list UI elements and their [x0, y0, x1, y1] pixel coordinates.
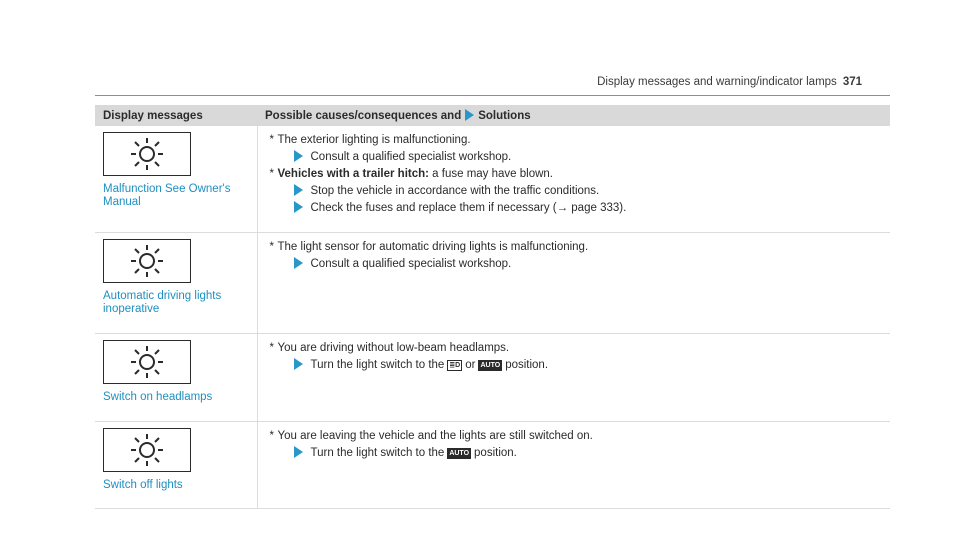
light-bulb-icon — [127, 243, 167, 279]
running-header-title: Display messages and warning/indicator lamps — [597, 76, 837, 88]
message-cell — [95, 126, 257, 233]
cause-line: * Vehicles with a trailer hitch: a fuse may have blown. — [269, 168, 553, 180]
page-number: 371 — [842, 76, 862, 88]
running-header — [597, 76, 862, 88]
causes-cell — [257, 233, 890, 334]
col-header-solutions: Solutions — [478, 110, 531, 122]
solution-step — [266, 200, 883, 217]
light-bulb-icon — [127, 344, 167, 380]
table-header-row — [95, 105, 890, 126]
exterior-lighting-warning-lamp — [103, 340, 191, 384]
solution-arrow-icon — [465, 109, 474, 121]
causes-cell — [257, 334, 890, 422]
step-arrow-icon — [294, 358, 303, 370]
table-row — [95, 233, 890, 334]
light-bulb-icon — [127, 432, 167, 468]
solution-step: Stop the vehicle in accordance with the traffic conditions. — [266, 183, 883, 200]
table-row — [95, 422, 890, 509]
col-header-display-messages: Display messages — [95, 105, 257, 126]
solution-step: Turn the light switch to the AUTO position. — [266, 445, 883, 462]
causes-cell — [257, 422, 890, 509]
col-header-causes: Possible causes/consequences and — [265, 110, 462, 122]
message-label: Automatic driving lights inoperative — [103, 290, 222, 315]
auto-light-symbol-icon: AUTO — [449, 450, 470, 457]
causes-cell — [257, 126, 890, 233]
step-arrow-icon — [294, 446, 303, 458]
exterior-lighting-warning-lamp — [103, 132, 191, 176]
table-row — [95, 126, 890, 233]
step-arrow-icon — [294, 150, 303, 162]
table-row — [95, 334, 890, 422]
message-cell — [95, 422, 257, 509]
col-header-causes-solutions — [257, 105, 890, 126]
step-arrow-icon — [294, 184, 303, 196]
cause-line: * The exterior lighting is malfunctioning. — [269, 134, 471, 146]
solution-step: Consult a qualified specialist workshop. — [266, 256, 883, 273]
solution-step: Consult a qualified specialist workshop. — [266, 149, 883, 166]
low-beam-symbol-icon: ≣D — [449, 362, 461, 369]
step-arrow-icon — [294, 257, 303, 269]
exterior-lighting-warning-lamp — [103, 239, 191, 283]
auto-light-symbol-icon: AUTO — [480, 362, 501, 369]
message-cell — [95, 334, 257, 422]
cause-line: * You are leaving the vehicle and the lights are still switched on. — [269, 430, 593, 442]
exterior-lighting-warning-lamp — [103, 428, 191, 472]
solution-step: Turn the light switch to the ≣D or AUTO position. — [266, 357, 883, 374]
cause-line: * You are driving without low-beam headlamps. — [269, 342, 510, 354]
page-reference-link[interactable]: Check the fuses and replace them if necessary (→ page 333). — [310, 202, 627, 214]
message-label: Malfunction See Owner's Manual — [103, 183, 231, 208]
message-label: Switch off lights — [103, 479, 183, 491]
cause-line: * The light sensor for automatic driving lights is malfunctioning. — [269, 241, 589, 253]
display-messages-table — [95, 105, 890, 509]
message-cell — [95, 233, 257, 334]
light-bulb-icon — [127, 136, 167, 172]
message-label: Switch on headlamps — [103, 391, 213, 403]
step-arrow-icon — [294, 201, 303, 213]
header-rule — [95, 95, 890, 96]
